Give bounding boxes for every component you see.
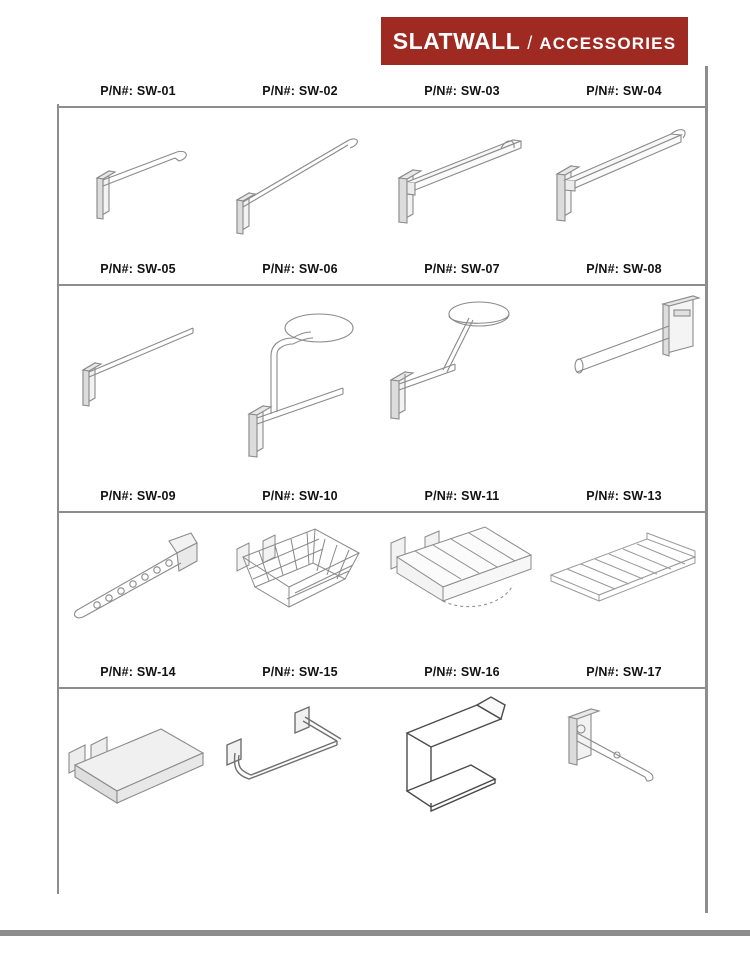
slatwall-hangrail-arm-icon bbox=[381, 108, 543, 268]
row-2-labels bbox=[57, 262, 705, 284]
product-label-sw-05: P/N#: SW-05 bbox=[100, 262, 176, 276]
product-image-sw-06 bbox=[219, 286, 381, 476]
right-vertical-rule bbox=[705, 66, 708, 913]
product-image-sw-07 bbox=[381, 286, 543, 476]
bottom-horizontal-rule bbox=[0, 930, 750, 936]
slatwall-hat-ring-display-icon bbox=[219, 286, 381, 476]
product-image-sw-05 bbox=[57, 286, 219, 476]
header-title: SLATWALL bbox=[392, 27, 521, 54]
slatwall-wire-grid-shelf-icon bbox=[543, 513, 705, 668]
slatwall-straight-pin-icon bbox=[57, 286, 219, 476]
product-image-sw-10 bbox=[219, 513, 381, 668]
product-image-sw-09 bbox=[57, 513, 219, 668]
row-1-labels bbox=[57, 84, 705, 106]
row-4-images bbox=[57, 689, 705, 874]
product-label-sw-13: P/N#: SW-13 bbox=[586, 489, 662, 503]
product-image-sw-02 bbox=[219, 108, 381, 268]
product-label-sw-11: P/N#: SW-11 bbox=[424, 489, 500, 503]
product-image-sw-04 bbox=[543, 108, 705, 268]
product-label-sw-15: P/N#: SW-15 bbox=[262, 665, 338, 679]
slatwall-round-tube-faceout-icon bbox=[543, 286, 705, 476]
slatwall-round-cap-display-icon bbox=[381, 286, 543, 476]
slatwall-straight-hook-long-icon bbox=[219, 108, 381, 268]
row-3-images bbox=[57, 513, 705, 668]
product-image-sw-08 bbox=[543, 286, 705, 476]
slatwall-wire-shelf-basket-icon bbox=[381, 513, 543, 668]
product-label-sw-09: P/N#: SW-09 bbox=[100, 489, 176, 503]
slatwall-faceout-arm-icon bbox=[543, 108, 705, 268]
row-2-images bbox=[57, 286, 705, 476]
product-label-sw-10: P/N#: SW-10 bbox=[262, 489, 338, 503]
product-row-1 bbox=[57, 84, 705, 268]
product-row-2 bbox=[57, 262, 705, 476]
header-banner bbox=[381, 17, 688, 65]
product-image-sw-11 bbox=[381, 513, 543, 668]
slatwall-straight-hook-short-icon bbox=[57, 108, 219, 268]
product-label-sw-03: P/N#: SW-03 bbox=[424, 84, 500, 98]
product-label-sw-16: P/N#: SW-16 bbox=[424, 665, 500, 679]
slatwall-step-shelf-icon bbox=[381, 689, 543, 874]
product-image-sw-13 bbox=[543, 513, 705, 668]
product-row-3 bbox=[57, 489, 705, 668]
product-image-sw-17 bbox=[543, 689, 705, 874]
header-subtitle: ACCESSORIES bbox=[539, 33, 677, 53]
product-label-sw-06: P/N#: SW-06 bbox=[262, 262, 338, 276]
product-label-sw-02: P/N#: SW-02 bbox=[262, 84, 338, 98]
slatwall-wire-basket-icon bbox=[219, 513, 381, 668]
product-image-sw-14 bbox=[57, 689, 219, 874]
slatwall-flat-shelf-icon bbox=[57, 689, 219, 874]
header-text-group bbox=[393, 28, 676, 55]
product-image-sw-16 bbox=[381, 689, 543, 874]
slatwall-waterfall-arm-icon bbox=[57, 513, 219, 668]
product-label-sw-14: P/N#: SW-14 bbox=[100, 665, 176, 679]
product-row-4 bbox=[57, 665, 705, 874]
header-separator: / bbox=[527, 32, 533, 53]
row-4-labels bbox=[57, 665, 705, 687]
row-3-labels bbox=[57, 489, 705, 511]
row-1-images bbox=[57, 108, 705, 268]
product-label-sw-07: P/N#: SW-07 bbox=[424, 262, 500, 276]
product-label-sw-17: P/N#: SW-17 bbox=[586, 665, 662, 679]
product-label-sw-08: P/N#: SW-08 bbox=[586, 262, 662, 276]
slatwall-u-shaped-rail-icon bbox=[219, 689, 381, 874]
product-image-sw-03 bbox=[381, 108, 543, 268]
slatwall-bracket-hook-icon bbox=[543, 689, 705, 874]
product-label-sw-04: P/N#: SW-04 bbox=[586, 84, 662, 98]
product-image-sw-01 bbox=[57, 108, 219, 268]
product-image-sw-15 bbox=[219, 689, 381, 874]
product-label-sw-01: P/N#: SW-01 bbox=[100, 84, 176, 98]
